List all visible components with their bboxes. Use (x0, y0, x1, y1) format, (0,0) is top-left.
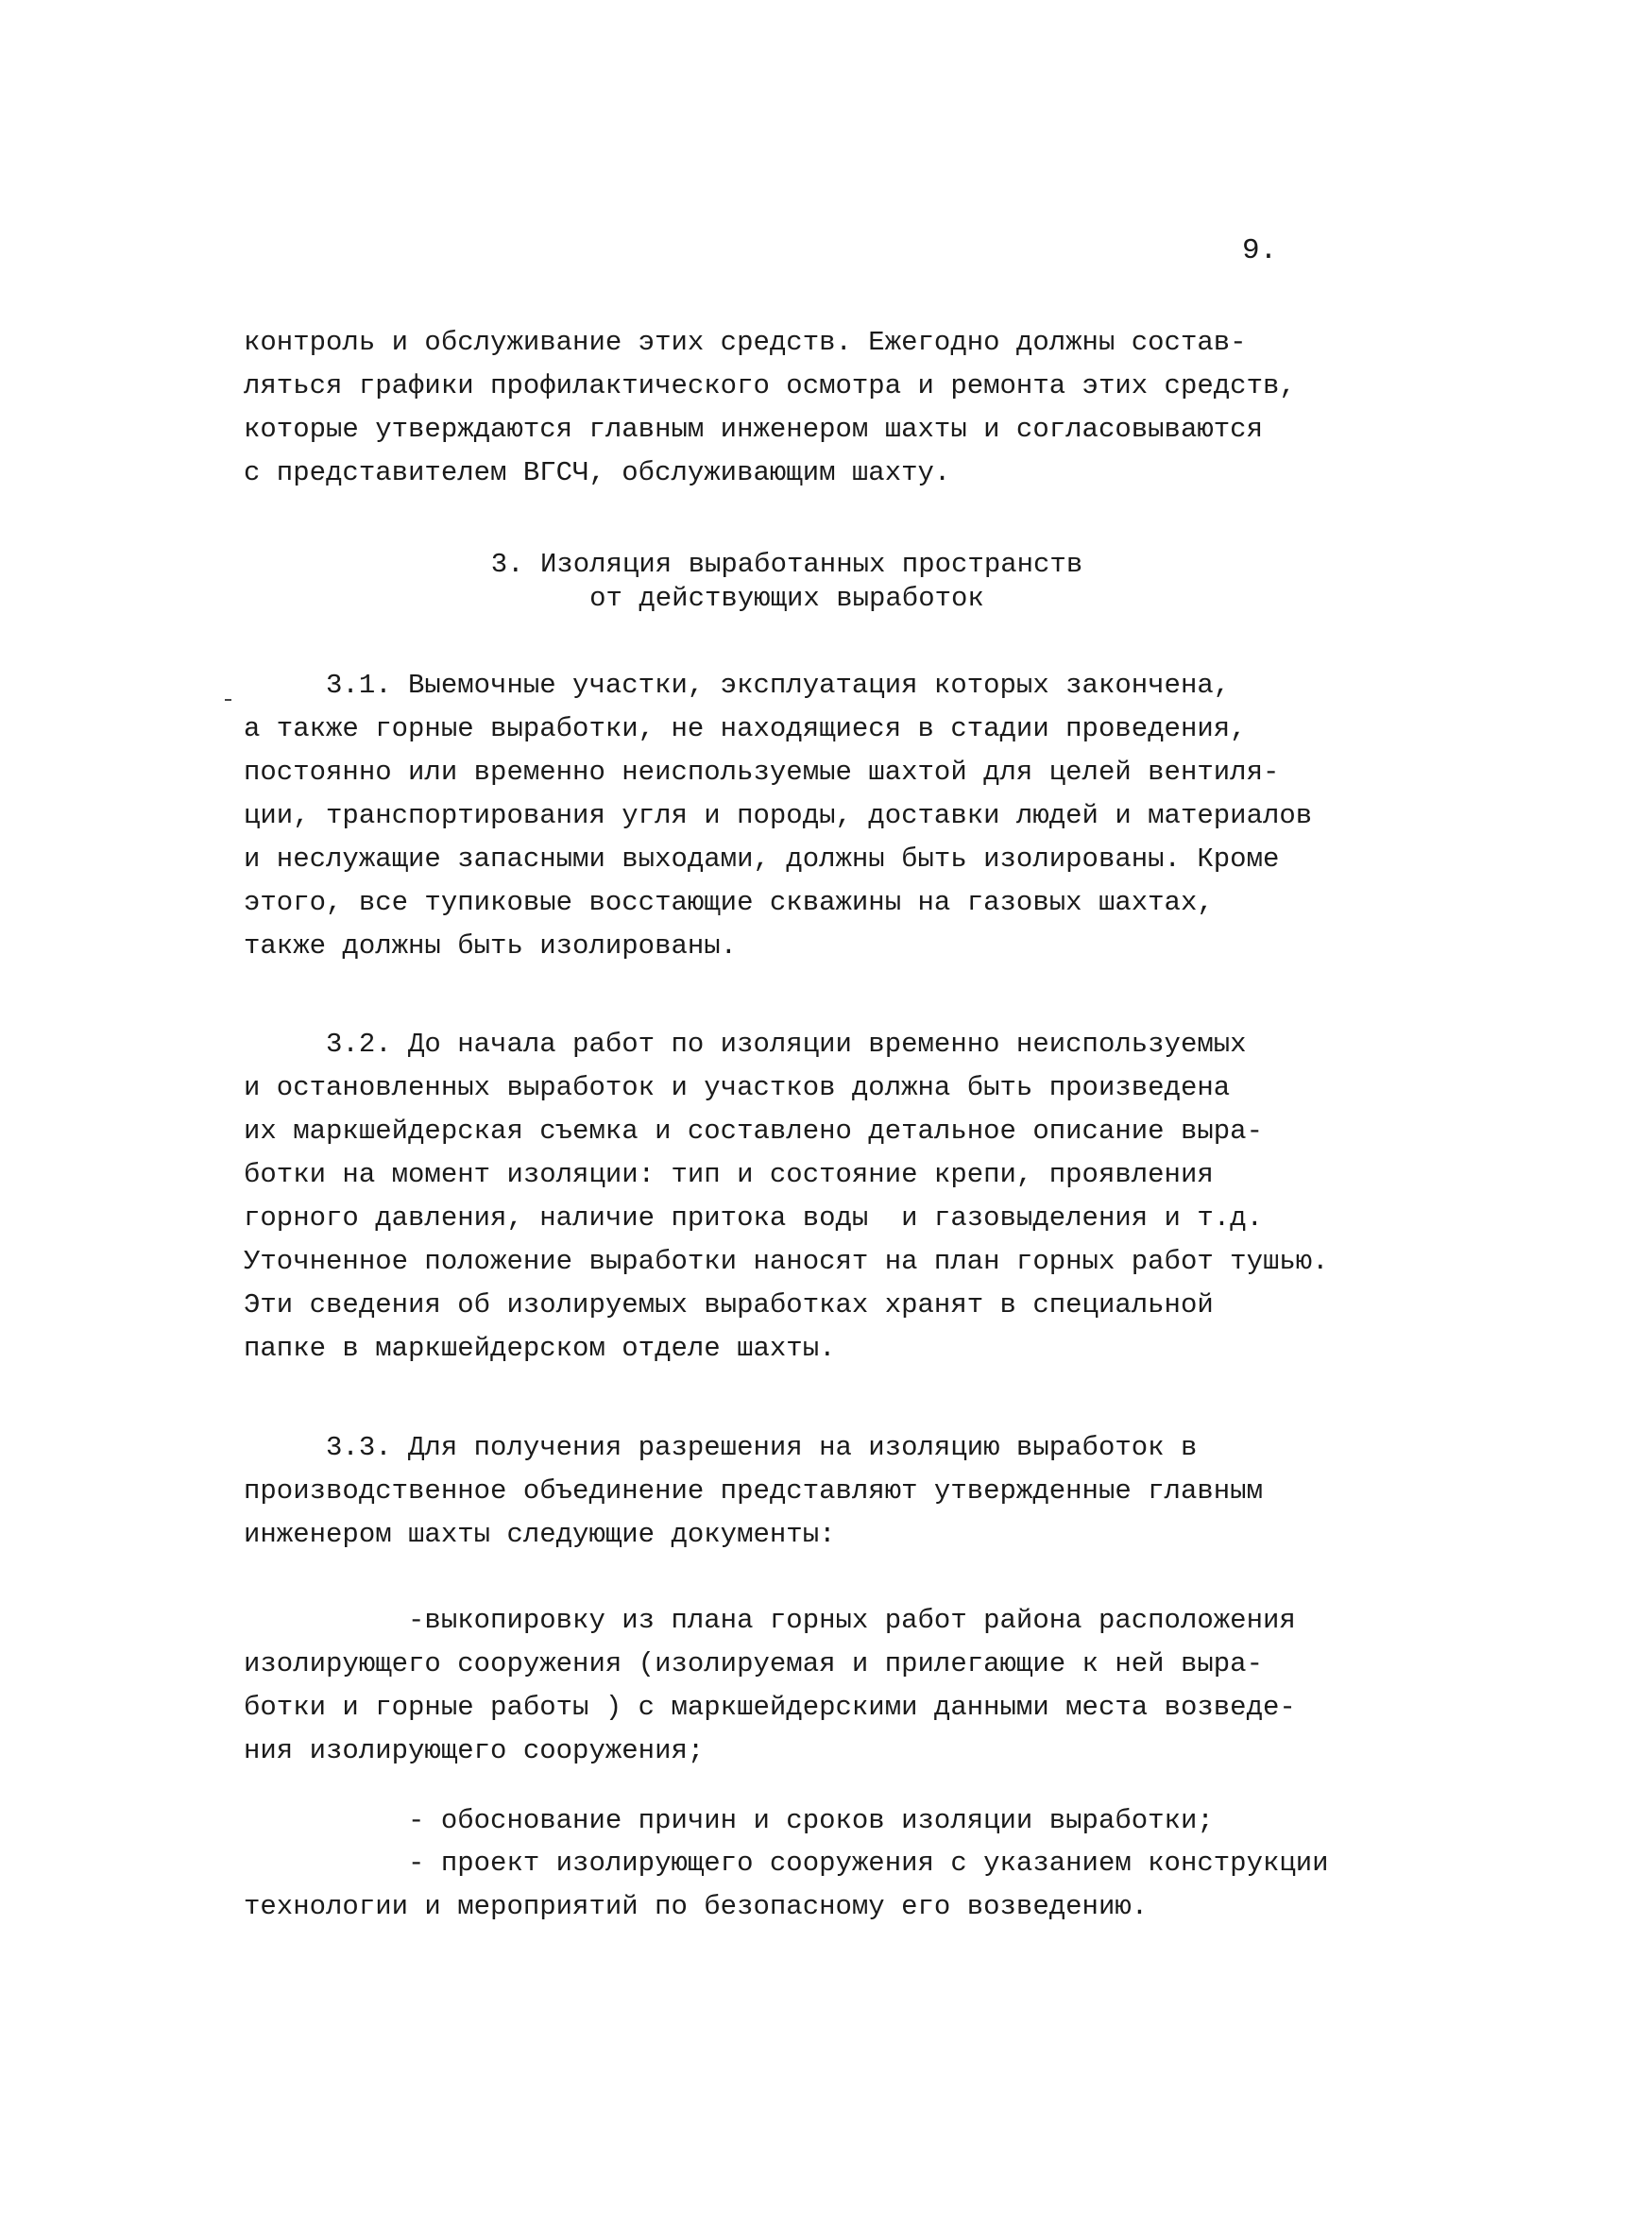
text-line: ляться графики профилактического осмотра и ремонта этих средств, (244, 370, 1296, 401)
section-heading (244, 548, 1330, 616)
page-number: 9. (1242, 234, 1278, 267)
list-item-copy-of-plan (244, 1599, 1415, 1773)
text-line: Эти сведения об изолируемых выработках хранят в специальной (244, 1289, 1214, 1320)
list-item-justification (244, 1799, 1415, 1843)
text-line: этого, все тупиковые восстающие скважины на газовых шахтах, (244, 887, 1214, 918)
text-line: - обоснование причин и сроков изоляции выработки; (244, 1805, 1214, 1836)
text-line: горного давления, наличие притока воды и газовыделения и т.д. (244, 1202, 1263, 1234)
heading-line: от действующих выработок (589, 583, 984, 614)
text-line: 3.1. Выемочные участки, эксплуатация которых закончена, (244, 670, 1231, 701)
text-line: а также горные выработки, не находящиеся в стадии проведения, (244, 713, 1247, 744)
text-line: с представителем ВГСЧ, обслуживающим шахту. (244, 457, 951, 488)
intro-paragraph (244, 321, 1415, 495)
text-line: Уточненное положение выработки наносят на план горных работ тушью. (244, 1246, 1329, 1277)
text-line: 3.2. До начала работ по изоляции временно неиспользуемых (244, 1029, 1247, 1060)
heading-line: 3. Изоляция выработанных пространств (490, 549, 1083, 580)
text-line: изолирующего сооружения (изолируемая и прилегающие к ней выра- (244, 1648, 1263, 1679)
scan-artifact (225, 699, 231, 701)
text-line: ботки на момент изоляции: тип и состояние крепи, проявления (244, 1159, 1214, 1190)
text-line: - проект изолирующего сооружения с указанием конструкции (244, 1848, 1329, 1879)
text-line: -выкопировку из плана горных работ района расположения (244, 1605, 1296, 1636)
text-line: их маркшейдерская съемка и составлено детальное описание выра- (244, 1116, 1263, 1147)
clause-3-2 (244, 1023, 1415, 1371)
clause-3-1 (244, 664, 1415, 968)
text-line: контроль и обслуживание этих средств. Ежегодно должны состав- (244, 327, 1247, 358)
text-line: которые утверждаются главным инженером шахты и согласовываются (244, 414, 1263, 445)
text-line: ции, транспортирования угля и породы, доставки людей и материалов (244, 800, 1313, 831)
text-line: и остановленных выработок и участков должна быть произведена (244, 1072, 1231, 1103)
text-line: технологии и мероприятий по безопасному его возведению. (244, 1891, 1149, 1922)
text-line: инженером шахты следующие документы: (244, 1519, 836, 1550)
text-line: и неслужащие запасными выходами, должны быть изолированы. Кроме (244, 843, 1280, 875)
text-line: ботки и горные работы ) с маркшейдерскими данными места возведе- (244, 1692, 1296, 1723)
clause-3-3 (244, 1426, 1415, 1557)
list-item-project (244, 1842, 1415, 1929)
text-line: также должны быть изолированы. (244, 930, 738, 962)
text-line: папке в маркшейдерском отделе шахты. (244, 1333, 836, 1364)
text-line: ния изолирующего сооружения; (244, 1735, 705, 1766)
text-line: производственное объединение представляют утвержденные главным (244, 1475, 1263, 1507)
text-line: 3.3. Для получения разрешения на изоляцию выработок в (244, 1432, 1198, 1463)
text-line: постоянно или временно неиспользуемые шахтой для целей вентиля- (244, 757, 1280, 788)
